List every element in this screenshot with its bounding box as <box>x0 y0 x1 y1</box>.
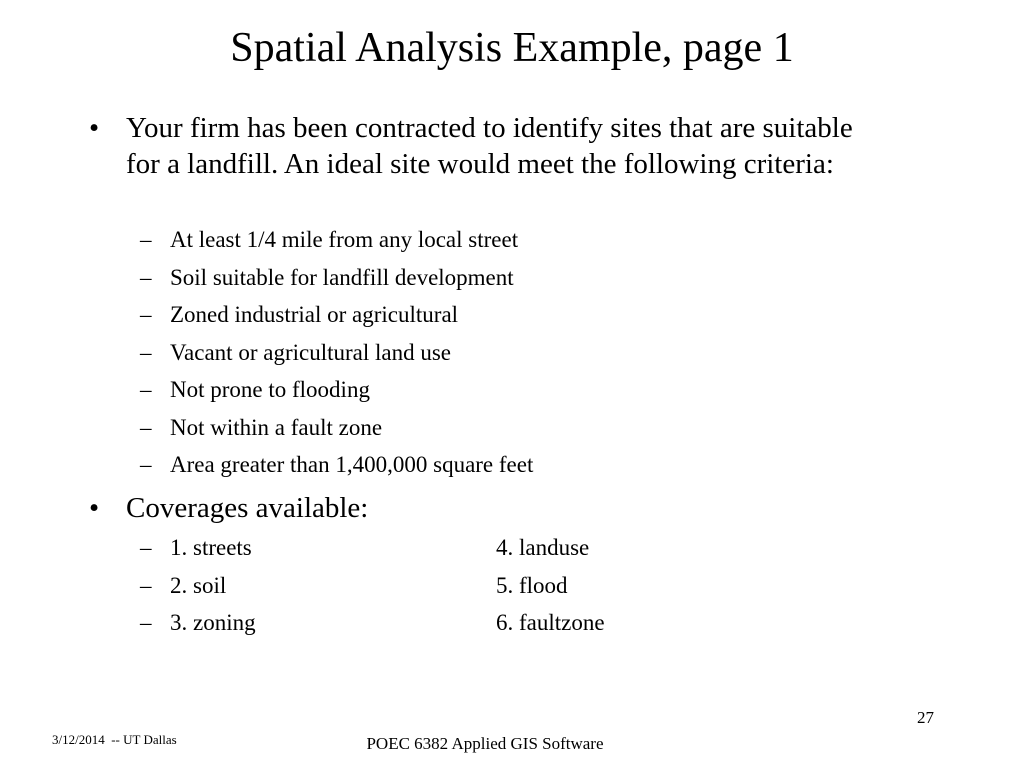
coverage-item: 1. streets <box>170 535 252 560</box>
criteria-item <box>140 451 534 489</box>
criteria-text: Zoned industrial or agricultural <box>170 302 459 327</box>
coverage-item: 3. zoning <box>170 610 256 635</box>
criteria-item <box>140 414 533 452</box>
dash-mark: – <box>140 227 152 252</box>
dash-mark: – <box>140 414 152 440</box>
criteria-list <box>140 226 534 489</box>
dash-mark: – <box>140 572 152 598</box>
dash-mark: – <box>140 535 152 560</box>
criteria-text: Area greater than 1,400,000 square feet <box>170 452 534 477</box>
dash-mark: – <box>140 610 152 635</box>
intro-bullet <box>89 110 886 182</box>
criteria-item <box>140 226 533 264</box>
footer-date: 3/12/2014 -- UT Dallas <box>52 732 177 747</box>
footer-course <box>0 734 1024 754</box>
coverage-item: 5. flood <box>496 572 568 598</box>
dash-mark: – <box>140 452 152 477</box>
criteria-item <box>140 339 533 377</box>
criteria-text: Vacant or agricultural land use <box>170 339 451 365</box>
page-number: 27 <box>917 708 934 727</box>
criteria-item <box>140 264 533 302</box>
footer-course-text: POEC 6382 Applied GIS Software <box>366 734 604 753</box>
dash-mark: – <box>140 339 152 365</box>
coverage-item: 4. landuse <box>496 535 590 560</box>
dash-mark: – <box>140 377 152 402</box>
coverage-item: 2. soil <box>170 572 227 598</box>
coverages-bullet <box>89 490 886 526</box>
dash-mark: – <box>140 302 152 327</box>
criteria-item <box>140 376 533 414</box>
coverages-heading: Coverages available: <box>126 492 369 524</box>
dash-mark: – <box>140 264 152 290</box>
coverage-item: 6. faultzone <box>496 610 605 635</box>
slide-title: Spatial Analysis Example, page 1 <box>230 25 794 71</box>
bullet-mark: • <box>89 492 100 524</box>
bullet-mark: • <box>89 112 100 144</box>
criteria-text: Not within a fault zone <box>170 414 383 440</box>
criteria-text: Not prone to flooding <box>170 377 370 402</box>
criteria-item <box>140 301 533 339</box>
intro-text: Your firm has been contracted to identify sites that are suitable for a landfill. An ideal site would meet the following criteria: <box>126 112 853 180</box>
criteria-text: Soil suitable for landfill development <box>170 264 514 290</box>
criteria-text: At least 1/4 mile from any local street <box>170 227 519 252</box>
